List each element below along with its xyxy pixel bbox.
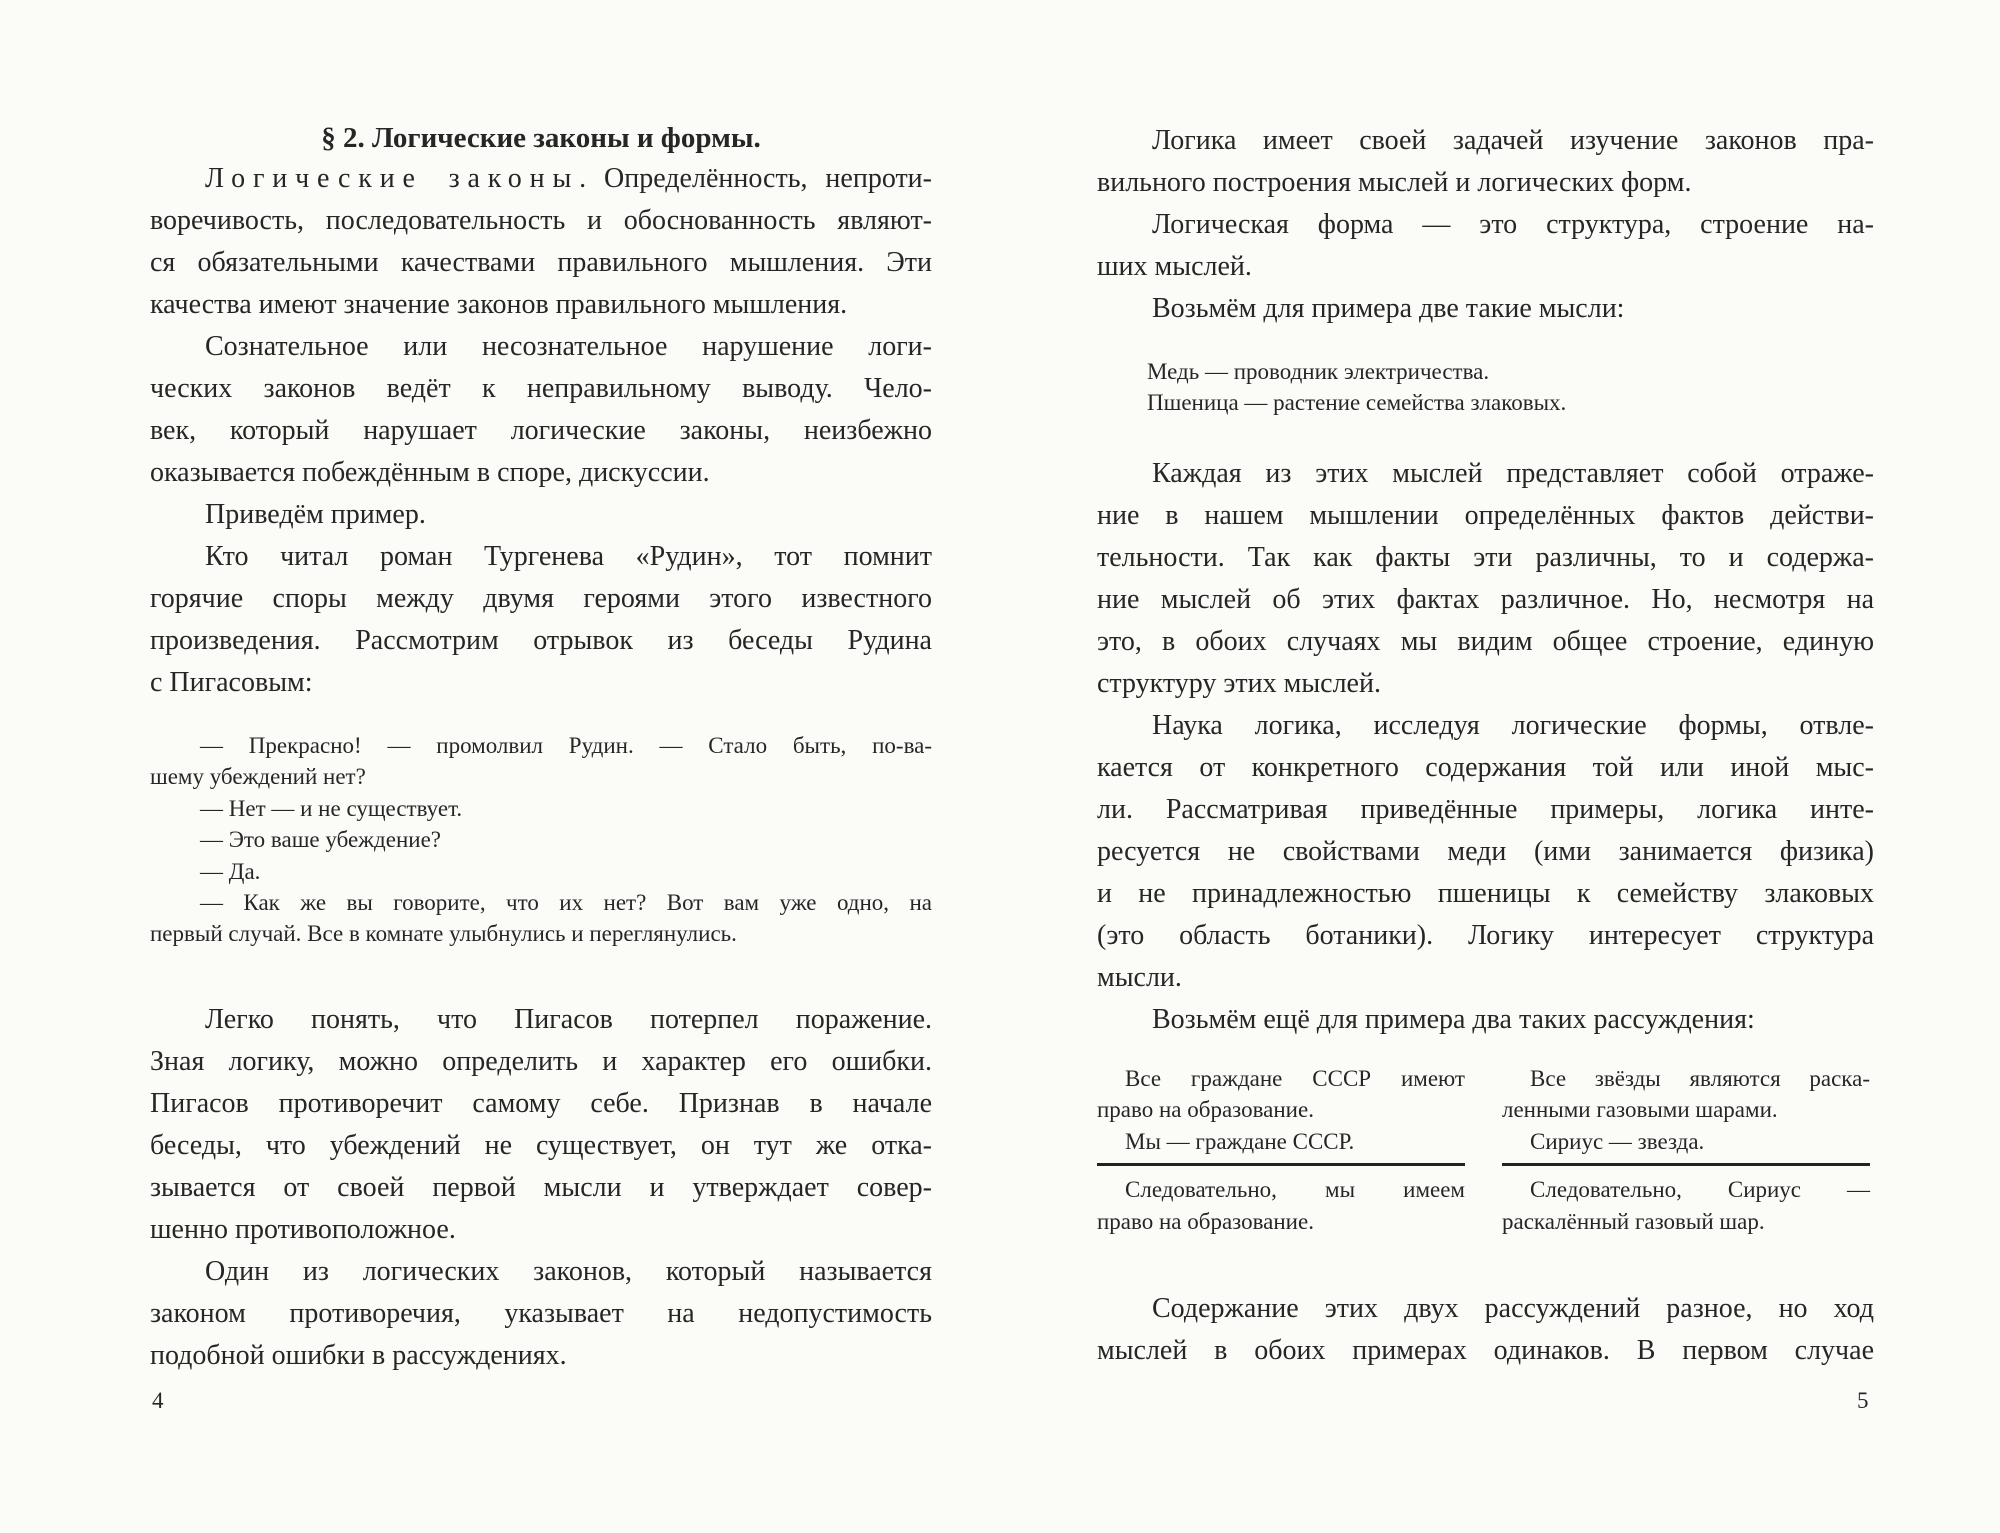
text-line: это, в обоих случаях мы видим общее строение, единую — [1097, 626, 1874, 657]
text-line: тельности. Так как факты эти различны, то и содержа- — [1097, 542, 1874, 573]
paragraph — [150, 824, 932, 855]
paragraph — [1097, 356, 1874, 387]
text-line: подобной ошибки в рассуждениях. — [150, 1340, 567, 1371]
examples-block — [1097, 356, 1874, 419]
text-line: мыслей в обоих примерах одинаков. В первом случае — [1097, 1335, 1874, 1366]
text-line: горячие споры между двумя героями этого известного — [150, 583, 932, 614]
page-number-right: 5 — [1857, 1388, 1869, 1413]
text-line: ние в нашем мышлении определённых фактов действи- — [1097, 500, 1874, 531]
premise-line: право на образование. — [1097, 1097, 1314, 1123]
text-line: ли. Рассматривая приведённые примеры, логика инте- — [1097, 794, 1874, 825]
text-line: вильного построения мыслей и логических форм. — [1097, 167, 1692, 198]
premise-line: Сириус — звезда. — [1530, 1128, 1705, 1154]
premise-line: Все звёзды являются раска- — [1530, 1066, 1870, 1091]
text-line: с Пигасовым: — [150, 667, 313, 698]
text-line: мысли. — [1097, 962, 1182, 993]
text-line: Медь — проводник электричества. — [1147, 359, 1490, 384]
right-body-e — [1097, 1288, 1874, 1372]
text-line: и не принадлежностью пшеницы к семейству злаковых — [1097, 878, 1874, 909]
paragraph — [1097, 453, 1874, 705]
text-line: Один из логических законов, который называется — [205, 1256, 932, 1287]
inference-rule — [1097, 1163, 1465, 1166]
paragraph — [1097, 204, 1874, 288]
paragraph — [1097, 705, 1874, 999]
text-line: Логическая форма — это структура, строение на- — [1152, 209, 1874, 240]
premise-line: ленными газовыми шарами. — [1502, 1097, 1778, 1123]
text-line: — Это ваше убеждение? — [200, 827, 442, 853]
text-line: ресуется не свойствами меди (ими занимается физика) — [1097, 836, 1874, 867]
text-line: ся обязательными качествами правильного мышления. Эти — [150, 247, 932, 278]
text-line: законом противоречия, указывает на недопустимость — [150, 1298, 932, 1329]
conclusion-line: раскалённый газовый шар. — [1502, 1208, 1765, 1234]
conclusion-line: Следовательно, Сириус — — [1530, 1177, 1870, 1203]
premise-line: Мы — граждане СССР. — [1125, 1128, 1355, 1154]
syllogism — [1502, 1063, 1870, 1237]
paragraph — [150, 536, 932, 704]
paragraph — [1097, 387, 1874, 418]
text-line: — Прекрасно! — промолвил Рудин. — Стало быть, по-ва- — [200, 733, 932, 758]
text-line: Пигасов противоречит самому себе. Признав в начале — [150, 1088, 932, 1119]
text-line: шенно противоположное. — [150, 1214, 456, 1245]
paragraph — [150, 326, 932, 494]
text-line: произведения. Рассмотрим отрывок из беседы Рудина — [150, 625, 932, 656]
text-line: Логика имеет своей задачей изучение законов пра- — [1152, 125, 1874, 156]
paragraph — [1097, 288, 1874, 330]
text-line: Возьмём ещё для примера два таких рассуждения: — [1152, 1004, 1755, 1035]
paragraph — [150, 887, 932, 950]
text-line: шему убеждений нет? — [150, 764, 366, 790]
text-line: Легко понять, что Пигасов потерпел поражение. — [205, 1004, 932, 1035]
text-line: первый случай. Все в комнате улыбнулись и переглянулись. — [150, 921, 737, 947]
text-line: век, который нарушает логические законы, неизбежно — [150, 415, 932, 446]
text-line: — Да. — [200, 858, 261, 884]
paragraph — [150, 494, 932, 536]
paragraph — [1097, 1288, 1874, 1372]
text-line: ших мыслей. — [1097, 251, 1252, 282]
text-line: Наука логика, исследуя логические формы, отвле- — [1152, 710, 1874, 741]
text-line: Пшеница — растение семейства злаковых. — [1147, 390, 1567, 416]
syllogism — [1097, 1063, 1465, 1237]
text-line: беседы, что убеждений не существует, он тут же отка- — [150, 1130, 932, 1161]
paragraph — [150, 856, 932, 887]
paragraph — [1097, 120, 1874, 204]
text-line: оказывается побеждённым в споре, дискуссии. — [150, 457, 710, 488]
conclusion-line: Следовательно, мы имеем — [1125, 1177, 1465, 1203]
text-line: (это область ботаники). Логику интересует структура — [1097, 920, 1874, 951]
text-line: Приведём пример. — [205, 499, 426, 530]
text-line: Кто читал роман Тургенева «Рудин», тот помнит — [205, 541, 932, 572]
text-line: качества имеют значение законов правильного мышления. — [150, 289, 848, 320]
text-line — [150, 158, 932, 200]
page-number-left: 4 — [152, 1388, 164, 1413]
paragraph — [1097, 999, 1874, 1041]
right-body-d — [1097, 453, 1874, 1041]
text-line: Каждая из этих мыслей представляет собой отраже- — [1152, 458, 1874, 489]
text-line: ческих законов ведёт к неправильному выводу. Чело- — [150, 373, 932, 404]
spaced-lead-term: Логические законы — [205, 163, 580, 194]
text-line: Зная логику, можно определить и характер его ошибки. — [150, 1046, 932, 1077]
right-body-c — [1097, 120, 1874, 330]
text-line: кается от конкретного содержания той или иной мыс- — [1097, 752, 1874, 783]
inference-rule — [1502, 1163, 1870, 1166]
dialogue-excerpt — [150, 730, 932, 950]
paragraph — [150, 730, 932, 793]
text-line: воречивость, последовательность и обоснованность являют- — [150, 205, 932, 236]
text-line: Содержание этих двух рассуждений разное, но ход — [1152, 1293, 1874, 1324]
text-line: зывается от своей первой мысли и утверждает совер- — [150, 1172, 932, 1203]
paragraph — [150, 158, 932, 326]
paragraph — [150, 999, 932, 1251]
line-text: . Определённость, непроти- — [579, 163, 932, 194]
text-line: — Как же вы говорите, что их нет? Вот вам уже одно, на — [200, 889, 932, 915]
left-body-b — [150, 999, 932, 1377]
conclusion-line: право на образование. — [1097, 1208, 1314, 1234]
text-line: ние мыслей об этих фактах различное. Но, несмотря на — [1097, 584, 1874, 615]
left-body-a — [150, 158, 932, 704]
text-line: Сознательное или несознательное нарушение логи- — [205, 331, 932, 362]
paragraph — [150, 793, 932, 824]
premise-line: Все граждане СССР имеют — [1125, 1066, 1465, 1091]
text-line: структуру этих мыслей. — [1097, 668, 1381, 699]
text-line: — Нет — и не существует. — [200, 795, 463, 821]
paragraph — [150, 1251, 932, 1377]
section-title: § 2. Логические законы и формы. — [321, 122, 761, 154]
text-line: Возьмём для примера две такие мысли: — [1152, 293, 1625, 324]
syllogisms — [1097, 1063, 1874, 1243]
